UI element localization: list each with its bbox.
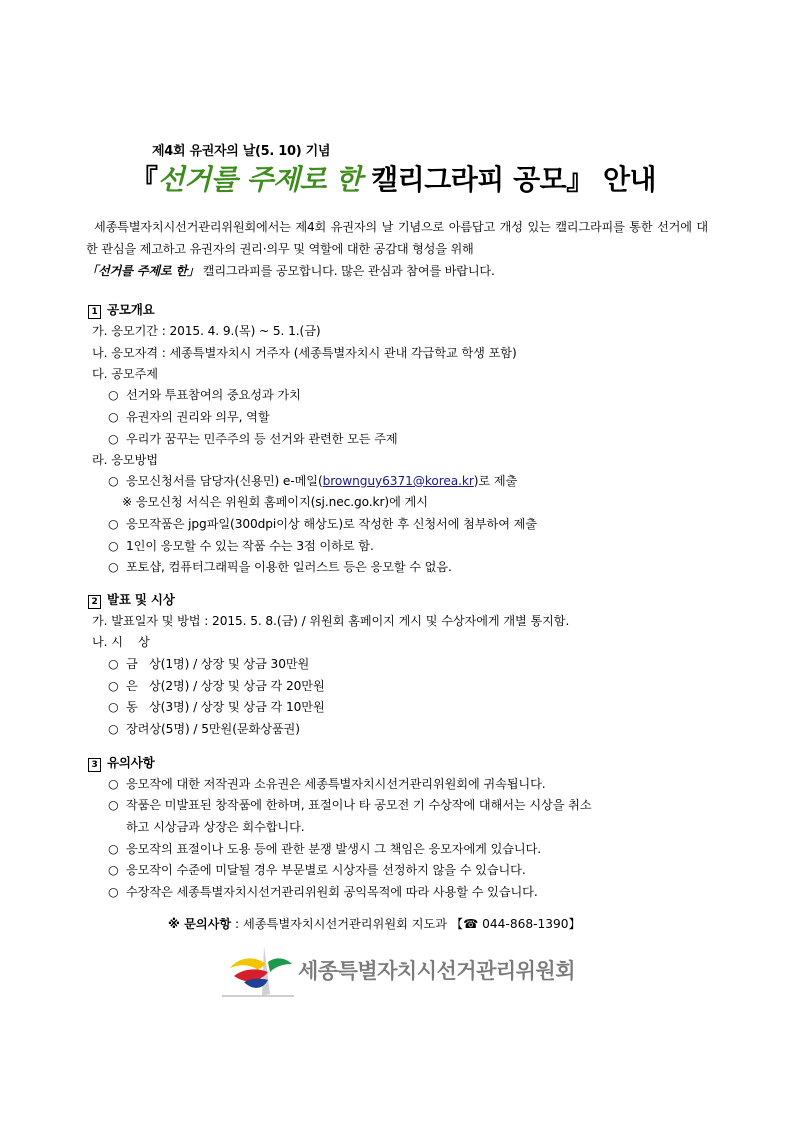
section-1-heading [88,300,155,319]
note-continuation: 하고 시상금과 상장은 회수합니다. [126,820,305,834]
method-note: ※ 응모신청 서식은 위원회 홈페이지(sj.nec.go.kr)에 게시 [122,495,428,509]
list-item [108,775,546,792]
method-text-end: )로 제출 [473,474,518,488]
method-text: 응모작품은 jpg파일(300dpi이상 해상도)로 작성한 후 신청서에 첨부하여 제출 [126,517,537,531]
email-link[interactable]: brownguy6371@korea.kr [322,474,474,488]
list-item [108,861,526,878]
section-3-heading [88,753,155,772]
bullet-circle: ○ [108,474,119,488]
bullet-circle: ○ [108,432,119,446]
organization-name: 세종특별자치시선거관리위원회 [298,959,576,983]
note-item: 응모작이 수준에 미달될 경우 부문별로 시상자를 선정하지 않을 수 있습니다. [126,863,526,877]
section-2-number: 2 [88,595,101,609]
list-item [108,840,541,857]
award-item: 금 상(1명) / 상장 및 상금 30만원 [126,657,310,671]
bullet-circle: ○ [108,410,119,424]
list-item [108,430,398,447]
list-item [108,883,538,900]
bullet-circle: ○ [108,657,119,671]
title-open-bracket: 『 [130,163,158,196]
page-title [130,158,656,198]
list-item [108,720,300,737]
note-item: 작품은 미발표된 창작품에 한하며, 표절이나 타 공모전 기 수상작에 대해서는 시상을 취소 [126,798,592,812]
awards-heading: 나. 시 상 [92,635,150,649]
bullet-circle: ○ [108,885,119,899]
bullet-circle: ○ [108,842,119,856]
list-item [108,558,452,575]
topic-item: 우리가 꿈꾸는 민주주의 등 선거와 관련한 모든 주제 [126,432,398,446]
contact-text: : 세종특별자치시선거관리위원회 지도과 【☎ 044-868-1390】 [231,917,581,931]
section-1-number: 1 [88,305,101,319]
bullet-circle: ○ [108,863,119,877]
intro-text-2: 캘리그라피를 공모합니다. 많은 관심과 참여를 바랍니다. [199,264,495,278]
eligibility: 나. 응모자격 : 세종특별자치시 거주자 (세종특별자치시 관내 각급학교 학생 포함) [92,346,517,360]
award-item: 장려상(5명) / 5만원(문화상품권) [126,722,300,736]
intro-text-1: 세종특별자치시선거관리위원회에서는 제4회 유권자의 날 기념으로 아름답고 개성 있는 캘리그라피를 통한 선거에 대한 관심을 제고하고 유권자의 권리·의무 및 역할에 대한 공감대 형성을 위해 [86,220,708,256]
application-period: 가. 응모기간 : 2015. 4. 9.(목) ~ 5. 1.(금) [92,324,321,338]
bullet-circle: ○ [108,560,119,574]
topic-item: 선거와 투표참여의 중요성과 가치 [126,388,301,402]
method-heading: 라. 응모방법 [92,453,158,467]
list-item [108,677,325,694]
topic-item: 유권자의 권리와 의무, 역할 [126,410,270,424]
bullet-circle: ○ [108,700,119,714]
section-2-title: 발표 및 시상 [107,592,175,607]
list-item [108,655,309,672]
title-rest: 캘리그라피 공모』 안내 [361,163,657,196]
list-item [108,537,374,554]
award-item: 동 상(3명) / 상장 및 상금 각 10만원 [126,700,325,714]
event-subtitle: 제4회 유권자의 날(5. 10) 기념 [152,144,331,159]
method-text: 포토샵, 컴퓨터그래픽을 이용한 일러스트 등은 응모할 수 없음. [126,560,452,574]
section-1-title: 공모개요 [107,302,155,317]
bullet-circle: ○ [108,722,119,736]
section-2-heading [88,590,175,609]
method-text: 1인이 응모할 수 있는 작품 수는 3점 이하로 함. [126,539,374,553]
bullet-circle: ○ [108,388,119,402]
note-item: 응모작에 대한 저작권과 소유권은 세종특별자치시선거관리위원회에 귀속됩니다. [126,777,546,791]
bullet-circle: ○ [108,777,119,791]
title-highlight: 선거를 주제로 한 [157,163,362,196]
bullet-circle: ○ [108,798,119,812]
award-item: 은 상(2명) / 상장 및 상금 각 20만원 [126,679,325,693]
note-item: 수장작은 세종특별자치시선거관리위원회 공익목적에 따라 사용할 수 있습니다. [126,885,538,899]
section-3-title: 유의사항 [107,755,155,770]
contact-info [168,915,581,932]
intro-bracket-text: 「선거를 주제로 한」 [86,264,200,278]
list-item [108,408,270,425]
list-item [108,698,325,715]
announcement: 가. 발표일자 및 방법 : 2015. 5. 8.(금) / 위원회 홈페이지 게시 및 수상자에게 개별 통지함. [92,614,570,628]
method-text: 응모신청서를 담당자(신용민) e-메일( [126,474,323,488]
list-item [108,386,301,403]
list-item [108,796,592,813]
bullet-circle: ○ [108,539,119,553]
contact-label: ※ 문의사항 [168,917,232,931]
note-item: 응모작의 표절이나 도용 등에 관한 분쟁 발생시 그 책임은 응모자에게 있습니다. [126,842,542,856]
bullet-circle: ○ [108,679,119,693]
topic-heading: 다. 공모주제 [92,367,158,381]
intro-paragraph [86,216,708,282]
section-3-number: 3 [88,758,101,772]
list-item [108,515,537,532]
bullet-circle: ○ [108,517,119,531]
list-item [108,472,517,489]
